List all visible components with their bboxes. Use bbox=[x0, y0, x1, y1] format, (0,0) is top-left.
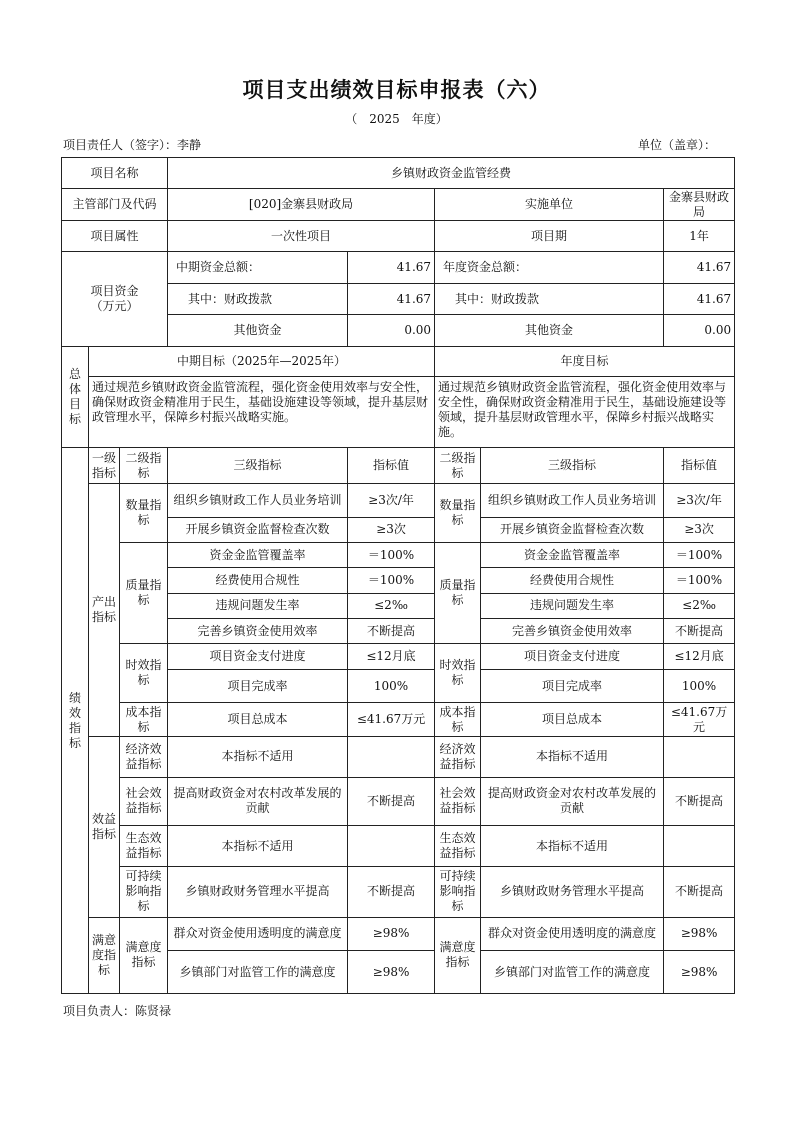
indicator-name: 完善乡镇资金使用效率 bbox=[168, 619, 348, 644]
indicator-value bbox=[348, 736, 435, 777]
dept-value: [020]金寨县财政局 bbox=[168, 189, 435, 220]
head-l3: 三级指标 bbox=[168, 448, 348, 484]
indicator-value: ≤2‰ bbox=[664, 593, 735, 618]
year-other: 0.00 bbox=[664, 315, 735, 346]
year-total: 41.67 bbox=[664, 252, 735, 283]
indicator-value: ＝100% bbox=[348, 542, 435, 567]
indicator-value bbox=[348, 826, 435, 867]
row-goals-header bbox=[62, 346, 735, 376]
indicator-value: 不断提高 bbox=[664, 619, 735, 644]
period-value: 1年 bbox=[664, 220, 735, 251]
indicator-name: 项目资金支付进度 bbox=[168, 644, 348, 669]
effect-label: 效益 指标 bbox=[89, 736, 120, 917]
head-l1: 一级 指标 bbox=[89, 448, 120, 484]
table-row bbox=[62, 917, 735, 951]
indicator-value: 不断提高 bbox=[664, 866, 735, 917]
indicator-name: 项目总成本 bbox=[168, 703, 348, 737]
impl-label: 实施单位 bbox=[435, 189, 664, 220]
responsible-signer: 项目责任人（签字）：李静 bbox=[63, 138, 202, 152]
performance-table bbox=[61, 157, 735, 994]
attr-value: 一次性项目 bbox=[168, 220, 435, 251]
indicator-value: ≥98% bbox=[664, 951, 735, 994]
indicator-name: 经费使用合规性 bbox=[168, 568, 348, 593]
row-attr bbox=[62, 220, 735, 251]
indicator-name: 乡镇财政财务管理水平提高 bbox=[481, 866, 664, 917]
indicator-value: ≥3次 bbox=[664, 517, 735, 542]
indicator-name: 提高财政资金对农村改革发展的贡献 bbox=[168, 777, 348, 826]
output-label: 产出 指标 bbox=[89, 484, 120, 737]
table-row bbox=[62, 703, 735, 737]
indicator-value: ≤12月底 bbox=[664, 644, 735, 669]
indicator-name: 违规问题发生率 bbox=[168, 593, 348, 618]
cost-label: 成本指 标 bbox=[120, 703, 168, 737]
project-name: 乡镇财政资金监管经费 bbox=[168, 158, 735, 189]
indicator-value: 不断提高 bbox=[348, 619, 435, 644]
indicator-name: 开展乡镇资金监督检查次数 bbox=[481, 517, 664, 542]
indicator-name: 经费使用合规性 bbox=[481, 568, 664, 593]
row-dept bbox=[62, 189, 735, 220]
indicator-value: 100% bbox=[664, 669, 735, 703]
head-l2: 二级指 标 bbox=[120, 448, 168, 484]
mid-fin: 41.67 bbox=[348, 283, 435, 314]
mid-goal-header: 中期目标（2025年—2025年） bbox=[89, 346, 435, 376]
year-goal-text: 通过规范乡镇财政资金监管流程，强化资金使用效率与安全性，确保财政资金精准用于民生，基础设施建设等领域，提升基层财政管理水平，保障乡村振兴战略实施。 bbox=[435, 377, 735, 448]
head-val: 指标值 bbox=[348, 448, 435, 484]
indicator-name: 资金金监管覆盖率 bbox=[168, 542, 348, 567]
indicator-name: 乡镇部门对监管工作的满意度 bbox=[168, 951, 348, 994]
table-row bbox=[62, 644, 735, 669]
mid-other-label: 其他资金 bbox=[168, 315, 348, 346]
table-row bbox=[62, 826, 735, 867]
funds-label: 项目资金 （万元） bbox=[62, 252, 168, 346]
indicator-value: ＝100% bbox=[664, 568, 735, 593]
year-fin: 41.67 bbox=[664, 283, 735, 314]
indicator-value bbox=[664, 826, 735, 867]
indicator-name: 项目总成本 bbox=[481, 703, 664, 737]
indicator-name: 群众对资金使用透明度的满意度 bbox=[168, 917, 348, 951]
indicator-value: 100% bbox=[348, 669, 435, 703]
indicator-name: 本指标不适用 bbox=[168, 826, 348, 867]
indicator-name: 组织乡镇财政工作人员业务培训 bbox=[481, 484, 664, 518]
indicator-name: 本指标不适用 bbox=[481, 736, 664, 777]
cost-label-right: 成本指 标 bbox=[435, 703, 481, 737]
indicator-value: ≤12月底 bbox=[348, 644, 435, 669]
eco-label-right: 生态效 益指标 bbox=[435, 826, 481, 867]
mid-other: 0.00 bbox=[348, 315, 435, 346]
row-goals-text bbox=[62, 377, 735, 448]
eco-label: 生态效 益指标 bbox=[120, 826, 168, 867]
indicator-value: 不断提高 bbox=[664, 777, 735, 826]
indicator-value: ≥98% bbox=[348, 917, 435, 951]
indicator-name: 提高财政资金对农村改革发展的贡献 bbox=[481, 777, 664, 826]
year-goal-header: 年度目标 bbox=[435, 346, 735, 376]
year-line: （ 2025 年度） bbox=[345, 112, 448, 126]
row-funds-total bbox=[62, 252, 735, 283]
row-project-name bbox=[62, 158, 735, 189]
indicator-name: 违规问题发生率 bbox=[481, 593, 664, 618]
indicator-name: 本指标不适用 bbox=[481, 826, 664, 867]
year-total-label: 年度资金总额： bbox=[435, 252, 664, 283]
unit-seal: 单位（盖章）： bbox=[638, 138, 717, 152]
indicator-name: 开展乡镇资金监督检查次数 bbox=[168, 517, 348, 542]
table-row bbox=[62, 542, 735, 567]
indicator-name: 乡镇部门对监管工作的满意度 bbox=[481, 951, 664, 994]
head-l3-right: 三级指标 bbox=[481, 448, 664, 484]
indicator-name: 项目资金支付进度 bbox=[481, 644, 664, 669]
year-other-label: 其他资金 bbox=[435, 315, 664, 346]
indicator-value: ≤2‰ bbox=[348, 593, 435, 618]
satis-label: 满意 度指 标 bbox=[89, 917, 120, 993]
indicator-value: ≤41.67万元 bbox=[348, 703, 435, 737]
econ-label: 经济效 益指标 bbox=[120, 736, 168, 777]
sustain-label: 可持续 影响指 标 bbox=[120, 866, 168, 917]
quality-label: 质量指 标 bbox=[120, 542, 168, 644]
mid-total-label: 中期资金总额： bbox=[168, 252, 348, 283]
indicator-name: 群众对资金使用透明度的满意度 bbox=[481, 917, 664, 951]
quantity-label: 数量指 标 bbox=[120, 484, 168, 543]
indicator-name: 本指标不适用 bbox=[168, 736, 348, 777]
satis2-label-right: 满意度 指标 bbox=[435, 917, 481, 993]
timely-label-right: 时效指 标 bbox=[435, 644, 481, 703]
head-l2-right: 二级指 标 bbox=[435, 448, 481, 484]
impl-value: 金寨县财政局 bbox=[664, 189, 735, 220]
indicator-name: 完善乡镇资金使用效率 bbox=[481, 619, 664, 644]
goals-label: 总 体 目 标 bbox=[62, 346, 89, 448]
page-title: 项目支出绩效目标申报表（六） bbox=[242, 77, 551, 102]
indicator-value: ≥98% bbox=[348, 951, 435, 994]
sustain-label-right: 可持续 影响指 标 bbox=[435, 866, 481, 917]
indicator-name: 项目完成率 bbox=[481, 669, 664, 703]
social-label: 社会效 益指标 bbox=[120, 777, 168, 826]
indicator-value: ≥3次/年 bbox=[664, 484, 735, 518]
indicator-name: 乡镇财政财务管理水平提高 bbox=[168, 866, 348, 917]
timely-label: 时效指 标 bbox=[120, 644, 168, 703]
dept-label: 主管部门及代码 bbox=[62, 189, 168, 220]
mid-total: 41.67 bbox=[348, 252, 435, 283]
quantity-label-right: 数量指 标 bbox=[435, 484, 481, 543]
mid-goal-text: 通过规范乡镇财政资金监管流程，强化资金使用效率与安全性，确保财政资金精准用于民生，基础设施建设等领域，提升基层财政管理水平，保障乡村振兴战略实施。 bbox=[89, 377, 435, 448]
econ-label-right: 经济效 益指标 bbox=[435, 736, 481, 777]
project-leader: 项目负责人：陈贤禄 bbox=[63, 1004, 172, 1018]
satis2-label: 满意度 指标 bbox=[120, 917, 168, 993]
indicator-value bbox=[664, 736, 735, 777]
indicator-value: 不断提高 bbox=[348, 777, 435, 826]
row-ind-header bbox=[62, 448, 735, 484]
head-val-right: 指标值 bbox=[664, 448, 735, 484]
indicator-value: ＝100% bbox=[348, 568, 435, 593]
table-row bbox=[62, 777, 735, 826]
project-name-label: 项目名称 bbox=[62, 158, 168, 189]
social-label-right: 社会效 益指标 bbox=[435, 777, 481, 826]
quality-label-right: 质量指 标 bbox=[435, 542, 481, 644]
indicator-value: ≥3次/年 bbox=[348, 484, 435, 518]
indicator-value: ≥3次 bbox=[348, 517, 435, 542]
mid-fin-label: 其中：财政拨款 bbox=[168, 283, 348, 314]
indicator-value: ≥98% bbox=[664, 917, 735, 951]
attr-label: 项目属性 bbox=[62, 220, 168, 251]
indicator-value: 不断提高 bbox=[348, 866, 435, 917]
indicator-name: 资金金监管覆盖率 bbox=[481, 542, 664, 567]
table-row bbox=[62, 736, 735, 777]
indicators-label: 绩 效 指 标 bbox=[62, 448, 89, 994]
indicator-value: ≤41.67万 元 bbox=[664, 703, 735, 737]
indicator-name: 项目完成率 bbox=[168, 669, 348, 703]
indicator-name: 组织乡镇财政工作人员业务培训 bbox=[168, 484, 348, 518]
indicator-value: ＝100% bbox=[664, 542, 735, 567]
table-row bbox=[62, 484, 735, 518]
table-row bbox=[62, 866, 735, 917]
period-label: 项目期 bbox=[435, 220, 664, 251]
year-fin-label: 其中：财政拨款 bbox=[435, 283, 664, 314]
